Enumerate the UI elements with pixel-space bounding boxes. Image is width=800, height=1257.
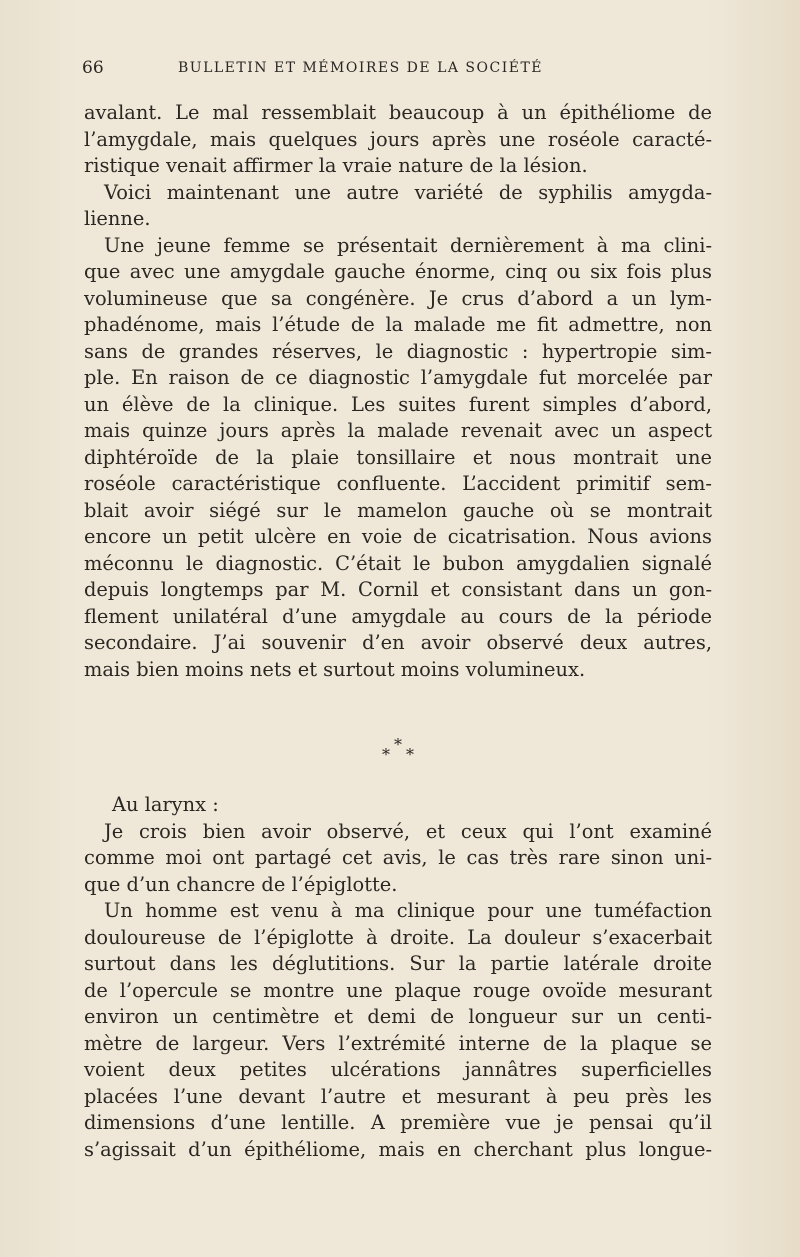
text-line: un élève de la clinique. Les suites furent simples d’abord, xyxy=(84,392,712,416)
text-line: que d’un chancre de l’épiglotte. xyxy=(84,872,398,896)
text-line: diphtéroïde de la plaie tonsillaire et nous montrait une xyxy=(84,445,712,469)
text-line: secondaire. J’ai souvenir d’en avoir observé deux autres, xyxy=(84,631,712,654)
page-header xyxy=(82,58,712,82)
text-line: environ un centimètre et demi de longueur sur un centi- xyxy=(84,1005,712,1028)
text-line: dimensions d’une lentille. A première vue je pensai qu’il xyxy=(84,1111,712,1134)
text-line: Une jeune femme se présentait dernièrement à ma clini- xyxy=(104,233,712,257)
text-line: l’amygdale, mais quelques jours après une roséole caracté- xyxy=(84,127,712,151)
text-line: ristique venait affirmer la vraie nature de la lésion. xyxy=(84,154,588,177)
text-line: depuis longtemps par M. Cornil et consistant dans un gon- xyxy=(84,578,712,601)
text-line: Je crois bien avoir observé, et ceux qui l’ont examiné xyxy=(104,819,712,843)
text-line: surtout dans les déglutitions. Sur la partie latérale droite xyxy=(84,952,712,975)
text-line: lienne. xyxy=(84,207,151,230)
text-line: comme moi ont partagé cet avis, le cas très rare sinon uni- xyxy=(84,846,712,869)
section-heading: Au larynx : xyxy=(112,793,219,816)
asterism-ornament xyxy=(370,735,430,767)
text-line: de l’opercule se montre une plaque rouge ovoïde mesurant xyxy=(84,978,712,1002)
asterism-star: * xyxy=(406,745,414,764)
text-line: blait avoir siégé sur le mamelon gauche où se montrait xyxy=(84,498,712,522)
text-line: Un homme est venu à ma clinique pour une tuméfaction xyxy=(104,899,712,922)
text-line: encore un petit ulcère en voie de cicatrisation. Nous avions xyxy=(84,525,712,548)
text-line: sans de grandes réserves, le diagnostic : hypertropie sim- xyxy=(84,339,712,363)
text-line: ple. En raison de ce diagnostic l’amygdale fut morcelée par xyxy=(84,366,712,389)
text-line: volumineuse que sa congénère. Je crus d’abord a un lym- xyxy=(84,286,712,310)
text-line: douloureuse de l’épiglotte à droite. La douleur s’exacerbait xyxy=(84,925,712,949)
body-text-section-1 xyxy=(84,100,712,683)
text-line: flement unilatéral d’une amygdale au cours de la période xyxy=(84,604,712,628)
text-line: s’agissait d’un épithéliome, mais en cherchant plus longue- xyxy=(84,1137,712,1161)
text-line: mais quinze jours après la malade revenait avec un aspect xyxy=(84,419,712,442)
text-line: roséole caractéristique confluente. L’accident primitif sem- xyxy=(84,472,712,495)
text-line: phadénome, mais l’étude de la malade me fit admettre, non xyxy=(84,313,712,336)
page-number: 66 xyxy=(82,58,104,78)
asterism-star: * xyxy=(394,735,402,754)
text-line: avalant. Le mal ressemblait beaucoup à un épithéliome de xyxy=(84,101,712,124)
running-title: BULLETIN ET MÉMOIRES DE LA SOCIÉTÉ xyxy=(178,60,544,76)
body-text-section-2 xyxy=(84,792,712,1163)
text-line: placées l’une devant l’autre et mesurant à peu près les xyxy=(84,1084,712,1108)
text-line: mètre de largeur. Vers l’extrémité interne de la plaque se xyxy=(84,1031,712,1055)
text-line: que avec une amygdale gauche énorme, cinq ou six fois plus xyxy=(84,260,712,283)
text-line: Voici maintenant une autre variété de syphilis amygda- xyxy=(104,180,712,204)
text-line: voient deux petites ulcérations jannâtres superficielles xyxy=(84,1058,712,1081)
asterism-star: * xyxy=(382,745,390,764)
text-line: mais bien moins nets et surtout moins volumineux. xyxy=(84,657,586,681)
text-line: méconnu le diagnostic. C’était le bubon amygdalien signalé xyxy=(84,551,712,575)
